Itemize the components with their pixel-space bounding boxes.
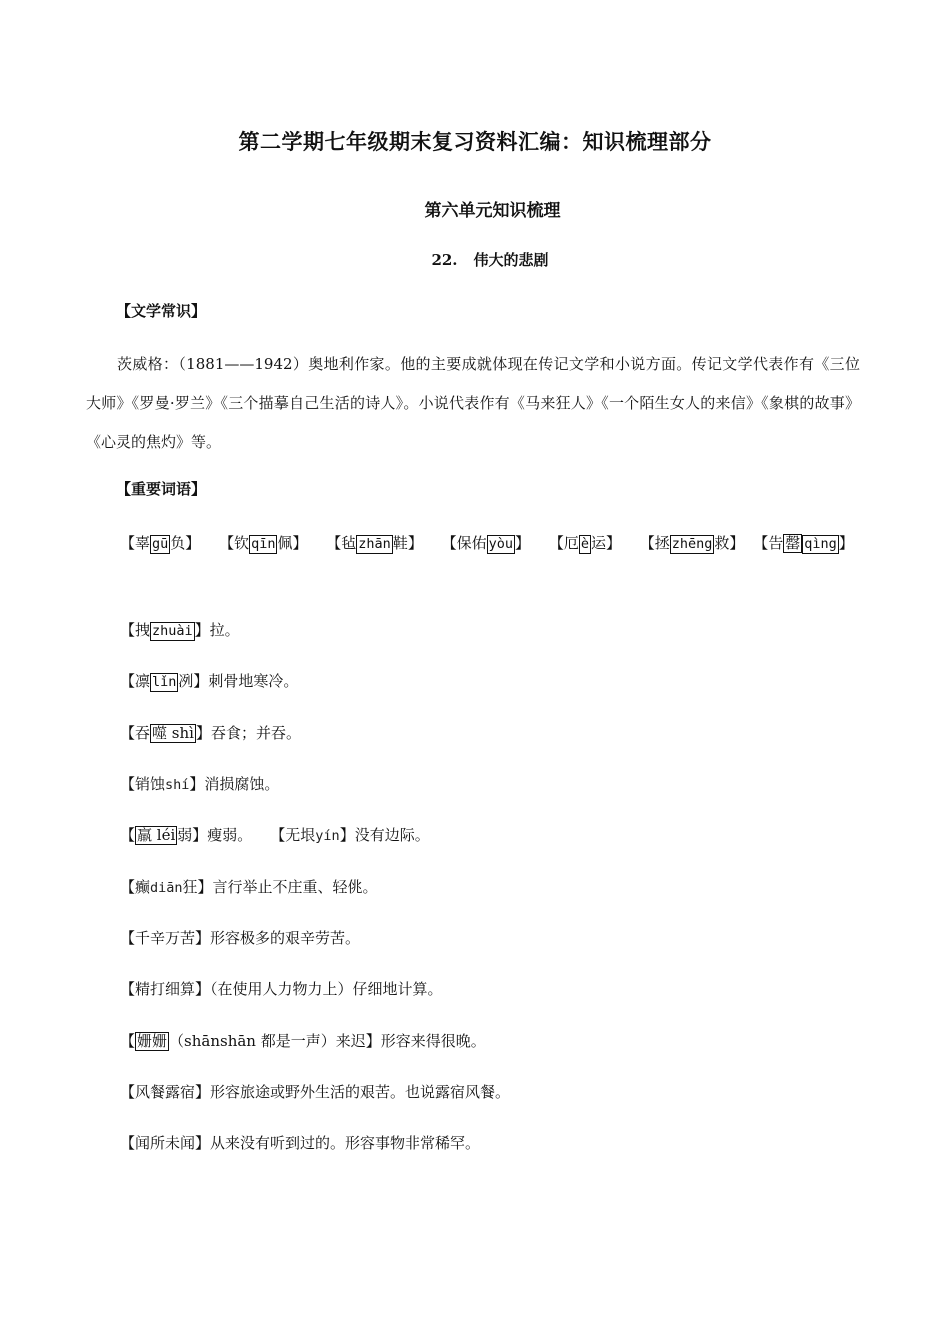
entry-xiaoshi: 【销蚀shí】消损腐蚀。 <box>120 775 280 793</box>
pinyin-box: è <box>580 536 589 552</box>
entry-tunshi: 【吞 噬 shì 】吞食；并吞。 <box>120 724 301 742</box>
entry-zhuai: 【拽 zhuài 】拉。 <box>120 621 240 639</box>
word-zhanxie: 【毡 zhān 鞋】 <box>326 534 423 552</box>
pinyin-text: diān <box>150 880 183 896</box>
char-pinyin-box: 噬 shì <box>152 724 194 742</box>
pinyin-word-row <box>86 524 860 562</box>
pinyin-box: qīn <box>251 536 276 552</box>
entry-qianxinwanku: 【千辛万苦】形容极多的艰辛劳苦。 <box>120 929 361 947</box>
pinyin-box: yòu <box>488 536 514 552</box>
pinyin-box: zhān <box>358 536 391 552</box>
entry-fengcanlusu: 【风餐露宿】形容旅途或野外生活的艰苦。也说露宿风餐。 <box>120 1083 511 1101</box>
entry-leiruo-wuyin: 【 羸 léi 弱】瘦弱。 【无垠yín】没有边际。 <box>120 826 430 844</box>
pinyin-box: lǐn <box>152 674 177 690</box>
pinyin-box: gū <box>152 536 169 552</box>
vocabulary-heading: 【重要词语】 <box>116 480 207 498</box>
word-zhengjiu: 【拯 zhēng 救】 <box>639 534 745 552</box>
entry-diankuang: 【癫diān狂】言行举止不庄重、轻佻。 <box>120 878 378 896</box>
lesson-number: 22. <box>431 251 458 269</box>
literary-knowledge-heading: 【文学常识】 <box>116 302 207 320</box>
char-box: 姗姗 <box>137 1032 168 1050</box>
word-gufu: 【辜 gū 负】 <box>120 534 201 552</box>
word-gaoqing: 【告 罄 qìng 】 <box>753 534 854 552</box>
char-pinyin-box: 羸 léi <box>137 826 176 844</box>
lesson-heading <box>0 249 950 270</box>
word-baoyou: 【保佑 yòu 】 <box>441 534 531 552</box>
entry-shanshanlaichi: 【 姗姗 （shānshān 都是一声）来迟】形容来得很晚。 <box>120 1032 486 1050</box>
word-eyun: 【厄 è 运】 <box>548 534 621 552</box>
entry-jingdaxisuan: 【精打细算】（在使用人力物力上）仔细地计算。 <box>120 980 443 998</box>
pinyin-text: shí <box>165 777 190 793</box>
document-title: 第二学期七年级期末复习资料汇编：知识梳理部分 <box>238 129 712 154</box>
pinyin-box: zhēng <box>671 536 713 552</box>
entry-linlie: 【凛 lǐn 冽】刺骨地寒冷。 <box>120 672 299 690</box>
word-qinpei: 【钦 qīn 佩】 <box>219 534 308 552</box>
pinyin-box: qìng <box>804 536 837 552</box>
pinyin-box: zhuài <box>152 623 193 639</box>
literary-knowledge-text: 茨威格：（1881——1942）奥地利作家。他的主要成就体现在传记文学和小说方面。传记文学代表作有《三位大师》《罗曼·罗兰》《三个描摹自己生活的诗人》。小说代表作有《马来狂人》《一个陌生女人的来信》《象棋的故事》《心灵的焦灼》等。 <box>86 355 860 451</box>
lesson-title: 伟大的悲剧 <box>473 251 549 269</box>
entry-wensuoweiwen: 【闻所未闻】从来没有听到过的。形容事物非常稀罕。 <box>120 1134 481 1152</box>
unit-title: 第六单元知识梳理 <box>424 201 561 221</box>
char-box: 罄 <box>785 534 801 552</box>
pinyin-text: yín <box>315 828 340 844</box>
